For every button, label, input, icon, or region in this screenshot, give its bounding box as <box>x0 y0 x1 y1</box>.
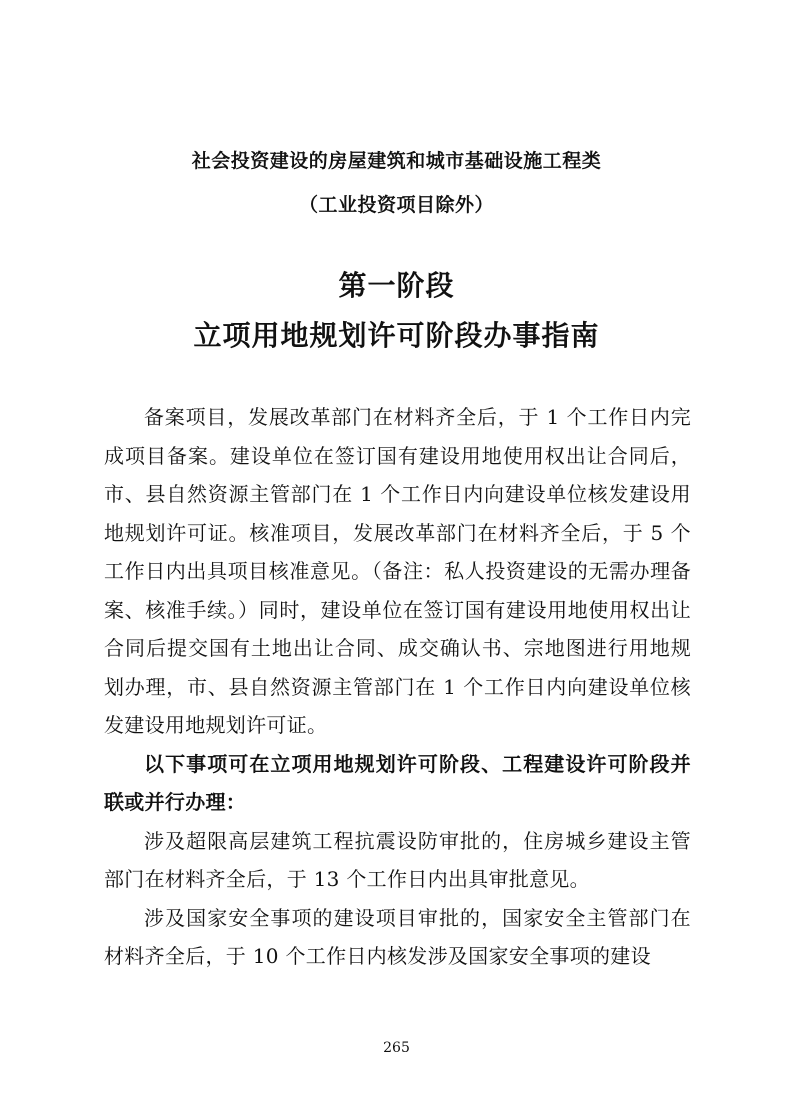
paragraph-national-security-review: 涉及国家安全事项的建设项目审批的，国家安全主管部门在材料齐全后，于 10 个工作日内核发涉及国家安全事项的建设 <box>104 905 691 968</box>
body-text <box>104 398 691 976</box>
paragraph-seismic-review: 涉及超限高层建筑工程抗震设防审批的，住房城乡建设主管部门在材料齐全后，于 13 个工作日内出具审批意见。 <box>104 828 691 891</box>
document-category-subheading: （工业投资项目除外） <box>298 194 494 216</box>
document-category-heading: 社会投资建设的房屋建筑和城市基础设施工程类 <box>191 150 602 172</box>
stage-title: 第一阶段 <box>338 269 455 302</box>
guide-title: 立项用地规划许可阶段办事指南 <box>193 319 600 352</box>
paragraph-parallel-handling-heading: 以下事项可在立项用地规划许可阶段、工程建设许可阶段并联或并行办理： <box>104 751 691 814</box>
paragraph-approval-procedure: 备案项目，发展改革部门在材料齐全后，于 1 个工作日内完成项目备案。建设单位在签订国有建设用地使用权出让合同后，市、县自然资源主管部门在 1 个工作日内向建设单位核发建设用地规划许可证。核准项目，发展改革部门在材料齐全后，于 5 个工作日内出具项目核准意见。（备注：私人投资建设的无需办理备案、核准手续。）同时，建设单位在签订国有建设用地使用权出让合同后提交国有土地出让合同、成交确认书、宗地图进行用地规划办理，市、县自然资源主管部门在 1 个工作日内向建设单位核发建设用地规划许可证。 <box>104 405 691 737</box>
page-number: 265 <box>383 1040 410 1056</box>
